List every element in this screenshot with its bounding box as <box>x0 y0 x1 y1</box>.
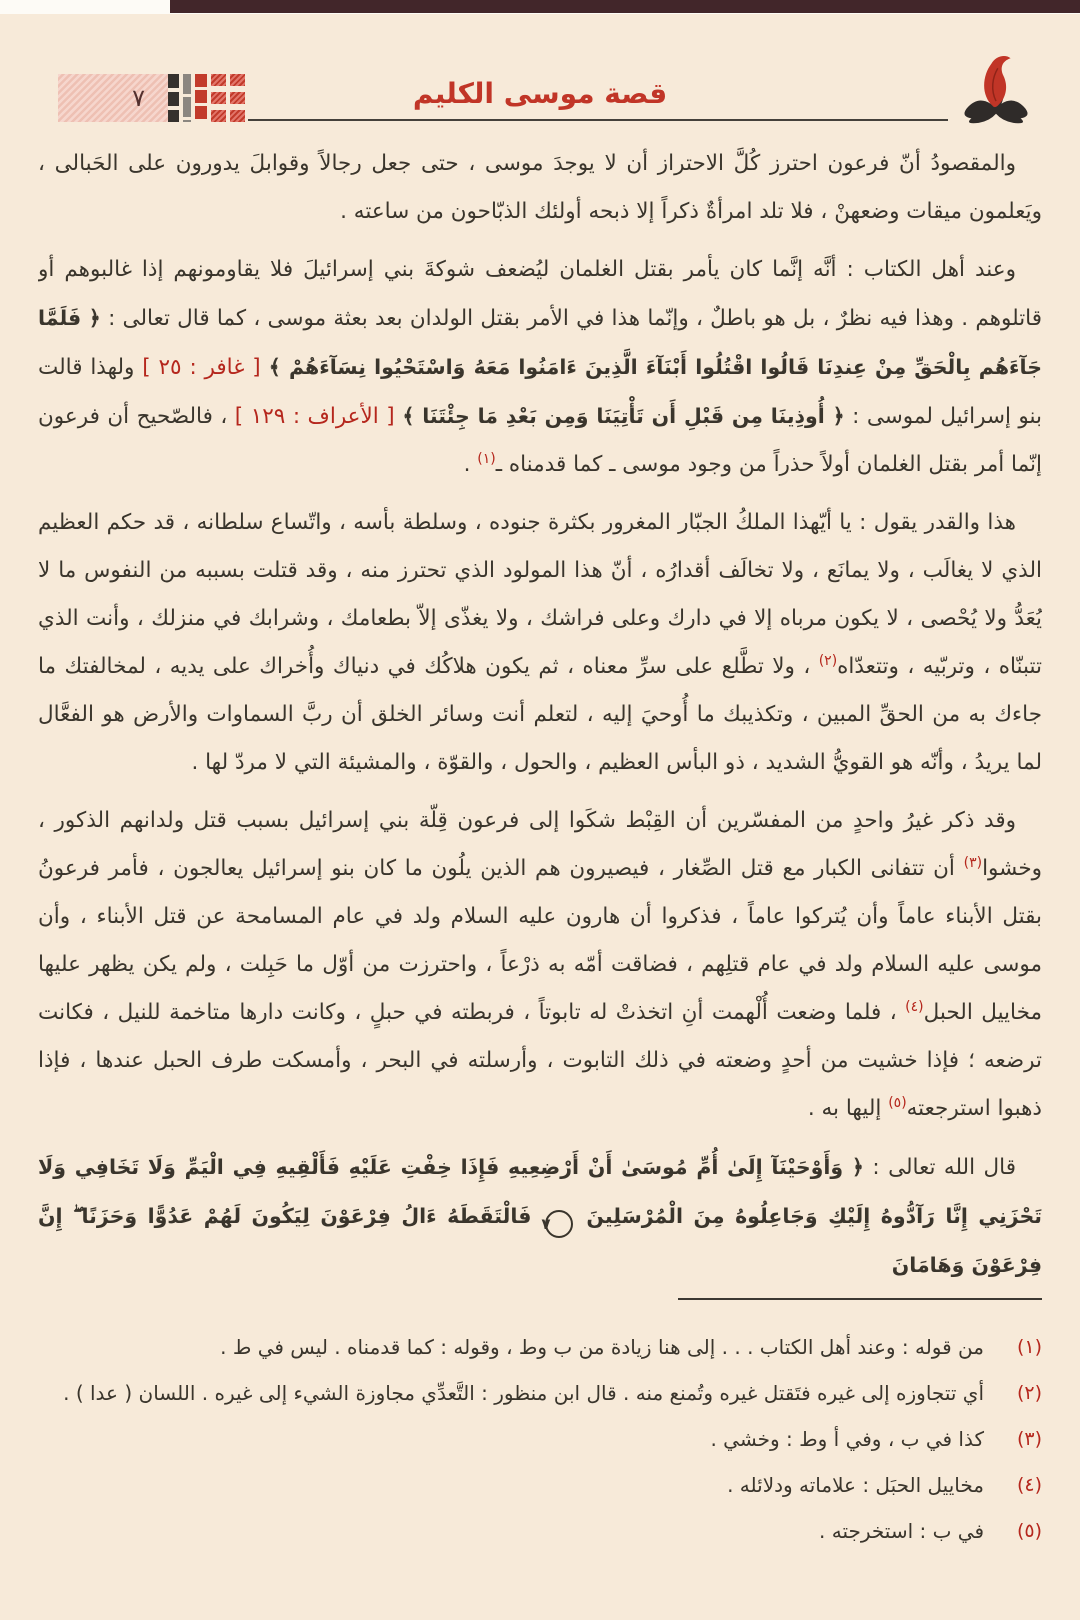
text-run: . <box>463 452 478 477</box>
text-run: ولهذا قالت بنو إسرائيل لموسى : <box>38 355 1042 429</box>
footnote-item <box>38 1462 1042 1508</box>
text-run: قال الله تعالى : <box>863 1155 1016 1180</box>
footnote-item <box>38 1370 1042 1416</box>
footnote-marker: (٢) <box>818 652 838 669</box>
footnote-text: من قوله : وعند أهل الكتاب . . . إلى هنا زيادة من ب وط ، وقوله : كما قدمناه . ليس في ط . <box>220 1335 984 1359</box>
body-paragraph <box>38 499 1042 787</box>
quran-verse: ﴿ فَلَمَّا جَآءَهُم بِالْحَقِّ مِنْ عِندِنَا قَالُوا اقْتُلُوا أَبْنَآءَ الَّذِينَ ءَامَنُوا مَعَهُ وَاسْتَحْيُوا نِسَآءَهُمْ ﴾ <box>38 306 1042 379</box>
text-run: ، فلما وضعت أُلْهمت أنِ اتخذتْ له تابوتاً ، فربطته في حبلٍ ، وكانت دارها متاخمة للنيل ، فكانت ترضعه ؛ فإذا خشيت من أحدٍ وضعته في ذلك التابوت ، وأرسلته في البحر ، وأمسكت طرف الحبل عندها ، فإذا ذهبوا استرجعته <box>38 1000 1042 1121</box>
body-text <box>38 140 1042 1290</box>
text-run: وعند أهل الكتاب : أنَّه إنَّما كان يأمر بقتل الغلمان ليُضعف شوكةَ بني إسرائيلَ فلا يقاومونهم إذا غالبوهم أو قاتلوهم . وهذا فيه نظرٌ ، بل هو باطلٌ ، وإنّما هذا في الأمر بقتل الولدان بعد بعثة موسى ، كما قال تعالى : <box>38 257 1042 331</box>
footnote-number: (٣) <box>1016 1428 1042 1450</box>
footnotes <box>38 1298 1042 1554</box>
header-rule <box>248 119 948 121</box>
body-paragraph <box>38 140 1042 236</box>
quran-verse: فَالْتَقَطَهُ ءَالُ فِرْعَوْنَ لِيَكُونَ لَهُمْ عَدُوًّا وَحَزَنًا ۖ إِنَّ فِرْعَوْنَ وَهَامَانَ <box>38 1204 1042 1277</box>
footnote-item <box>38 1324 1042 1370</box>
footnote-item <box>38 1416 1042 1462</box>
footnote-marker: (٤) <box>905 998 924 1015</box>
footnote-separator <box>678 1298 1042 1300</box>
footnote-text: كذا في ب ، وفي أ وط : وخشي . <box>710 1427 984 1451</box>
page-header <box>0 0 1080 140</box>
footnote-text: في ب : استخرجته . <box>819 1519 984 1543</box>
text-run: هذا والقدر يقول : يا أيّهذا الملكُ الجبّار المغرور بكثرة جنوده ، وسلطة بأسه ، واتّساع سلطانه ، قد حكم العظيم الذي لا يغالَب ، ولا يمانَع ، ولا تخالَف أقدارُه ، أنّ هذا المولود الذي تحترز منه ، وقد قتلت بسببه من النفوس ما لا يُعَدُّ ولا يُحْصى ، لا يكون مرباه إلا في دارك وعلى فراشك ، ولا يغذّى إلاّ بطعامك ، وشرابك في منزلك ، وأنت الذي تتبنّاه ، وتربّيه ، وتتعدّاه <box>38 510 1042 679</box>
verse-reference: [ غافر : ٢٥ ] <box>142 355 261 380</box>
text-run: أن تتفانى الكبار مع قتل الصِّغار ، فيصيرون هم الذين يلُون ما كان بنو إسرائيل يعالجون ، فأمر فرعونُ بقتل الأبناء عاماً وأن يُتركوا عاماً ، فذكروا أن هارون عليه السلام ولد في عام المسامحة عن قتل الأبناء ، وأن موسى عليه السلام ولد في عام قتلِهم ، فضاقت أمّه به ذرْعاً ، واحترزت من أوّل ما حَبِلت ، ولم يكن يظهر عليها مخاييل الحبل <box>38 856 1042 1025</box>
body-paragraph <box>38 797 1042 1133</box>
footnote-item <box>38 1508 1042 1554</box>
page-number: ٧ <box>132 84 145 112</box>
footnote-number: (٥) <box>1016 1520 1042 1542</box>
verse-reference: [ الأعراف : ١٢٩ ] <box>234 404 395 429</box>
ayah-number: ٧ <box>545 1210 573 1238</box>
footnote-marker: (٣) <box>963 854 983 871</box>
footnote-number: (٢) <box>1016 1382 1042 1404</box>
quran-verse: ﴿ أُوذِينَا مِن قَبْلِ أَن تَأْتِيَنَا وَمِن بَعْدِ مَا جِئْتَنَا ﴾ <box>394 404 845 428</box>
page-title: قصة موسى الكليم <box>412 77 668 110</box>
footnote-number: (٤) <box>1016 1474 1042 1496</box>
footnote-text: مخاييل الحبَل : علاماته ودلائله . <box>727 1473 984 1497</box>
text-run: وقد ذكر غيرُ واحدٍ من المفسّرين أن القِبْط شكَوا إلى فرعون قِلّة بني إسرائيل بسبب قتل ولدانهم الذكور ، وخشوا <box>38 808 1042 881</box>
footnote-list <box>38 1324 1042 1554</box>
text-run: والمقصودُ أنّ فرعون احترز كُلَّ الاحتراز أن لا يوجدَ موسى ، حتى جعل رجالاً وقوابلَ يدورون على الحَبالى ، ويَعلمون ميقات وضعهنْ ، فلا تلد امرأةٌ ذكراً إلا ذبحه أولئك الذبّاحون من ساعته . <box>38 151 1042 224</box>
quran-verse: ﴿ وَأَوْحَيْنَآ إِلَىٰ أُمِّ مُوسَىٰ أَنْ أَرْضِعِيهِ فَإِذَا خِفْتِ عَلَيْهِ فَأَلْقِيهِ فِي الْيَمِّ وَلَا تَخَافِي وَلَا تَحْزَنِي إِنَّا رَآدُّوهُ إِلَيْكِ وَجَاعِلُوهُ مِنَ الْمُرْسَلِينَ <box>38 1155 1042 1228</box>
footnote-marker: (١) <box>477 450 496 467</box>
text-run: إليها به . <box>807 1096 889 1121</box>
body-paragraph <box>38 246 1042 489</box>
body-paragraph <box>38 1143 1042 1290</box>
text-run: ، فالصّحيح أن فرعون إنّما أمر بقتل الغلمان أولاً حذراً من وجود موسى ـ كما قدمناه ـ <box>38 404 1042 477</box>
footnote-text: أي تتجاوزه إلى غيره فتَقتل غيره وتُمنع منه . قال ابن منظور : التَّعدِّي مجاوزة الشيء إلى غيره . اللسان ( عدا ) . <box>63 1381 984 1405</box>
leaf-ornament-icon <box>950 50 1042 132</box>
text-run: ، ولا تطَّلع على سرِّ معناه ، ثم يكون هلاكُك في دنياك وأُخراك على يديه ، لمخالفتك ما جاءك به من الحقِّ المبين ، وتكذيبك ما أُوحيَ إليه ، لتعلم أنت وسائر الخلق أن ربَّ السماوات والأرض هو الفعَّال لما يريدُ ، وأنّه هو القويُّ الشديد ، ذو البأس العظيم ، والحول ، والقوّة ، والمشيئة التي لا مردّ لها . <box>38 654 1042 775</box>
footnote-marker: (٥) <box>888 1094 907 1111</box>
footnote-number: (١) <box>1016 1336 1042 1358</box>
